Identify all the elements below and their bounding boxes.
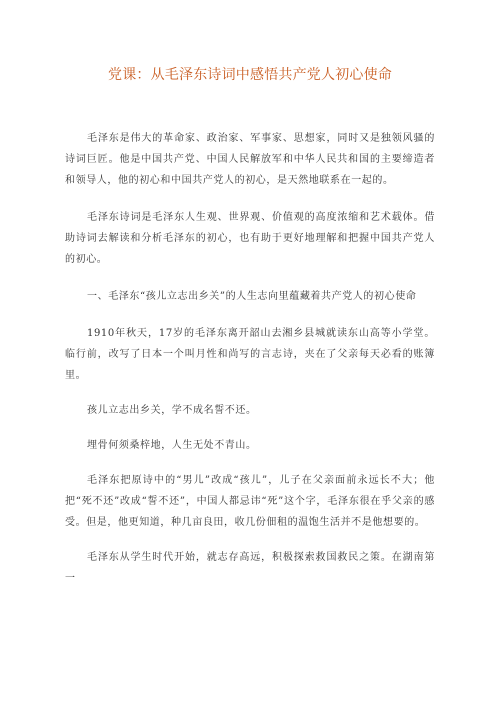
paragraph-poetry-carrier: 毛泽东诗词是毛泽东人生观、世界观、价值观的高度浓缩和艺术载体。借助诗词去解读和分析毛泽东的初心，也有助于更好地理解和把握中国共产党人的初心。 <box>65 212 435 265</box>
document-body <box>65 128 435 589</box>
paragraph-student-years: 毛泽东从学生时代开始，就志存高远，积极探索救国救民之策。在湖南第一 <box>65 552 435 584</box>
paragraph-poem-change: 毛泽东把原诗中的“男儿”改成“孩儿”，儿子在父亲面前永远长不大；他把“死不还”改成“誓不还”，中国人都忌讳“死”这个字，毛泽东很在乎父亲的感受。但是，他更知道，种几亩良田，收几份佃租的温饱生活并不是他想要的。 <box>65 475 435 528</box>
document-title: 党课：从毛泽东诗词中感悟共产党人初心使命 <box>108 67 392 83</box>
paragraph-intro: 毛泽东是伟大的革命家、政治家、军事家、思想家，同时又是独领风骚的诗词巨匠。他是中国共产党、中国人民解放军和中华人民共和国的主要缔造者和领导人，他的初心和中国共产党人的初心，是天然地联系在一起的。 <box>65 133 435 186</box>
poem-line-2: 埋骨何须桑梓地，人生无处不青山。 <box>87 440 257 451</box>
paragraph-1910: 1910年秋天，17岁的毛泽东离开韶山去湘乡县城就读东山高等小学堂。临行前，改写了日本一个叫月性和尚写的言志诗，夹在了父亲每天必看的账簿里。 <box>65 328 435 381</box>
section-heading-1: 一、毛泽东“孩儿立志出乡关”的人生志向里蕴藏着共产党人的初心使命 <box>87 291 417 302</box>
poem-line-1: 孩儿立志出乡关，学不成名誓不还。 <box>87 405 257 416</box>
